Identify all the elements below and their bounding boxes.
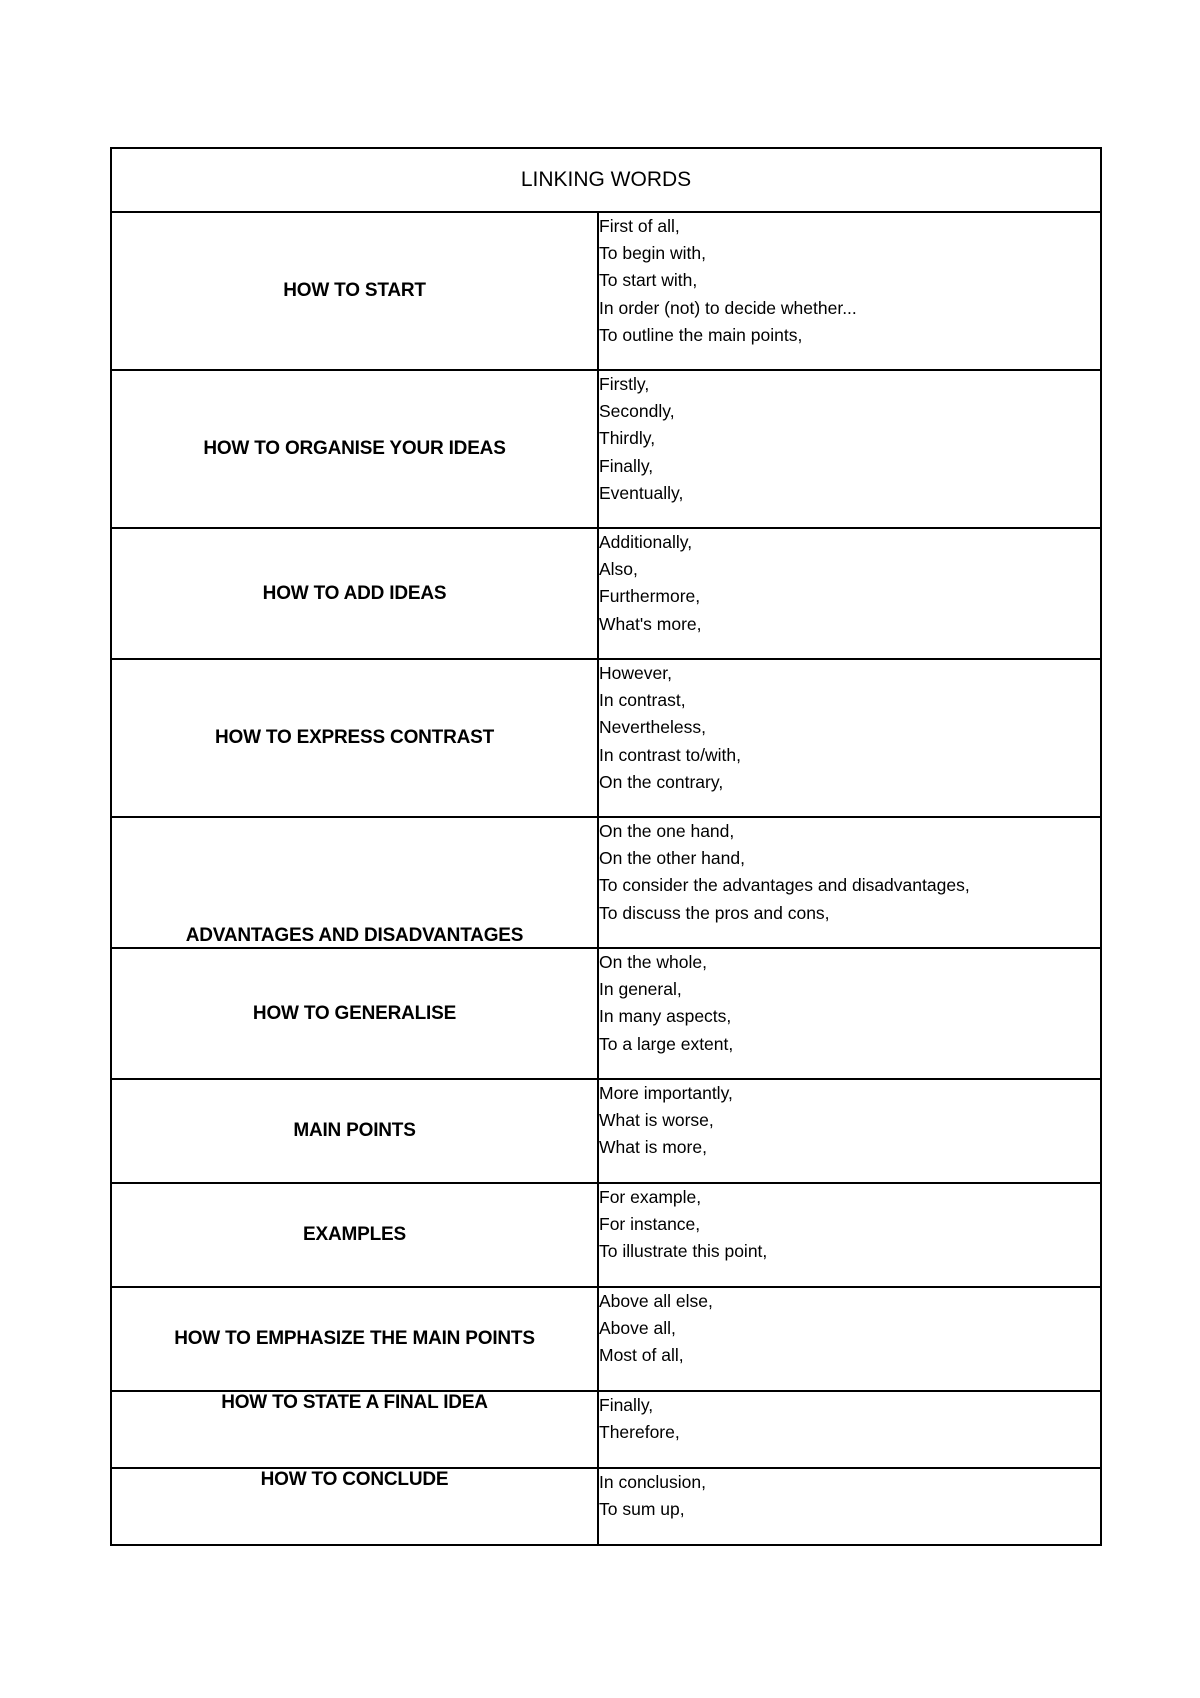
- table-row: [111, 1391, 1101, 1468]
- category-label: ADVANTAGES AND DISADVANTAGES: [111, 817, 598, 948]
- phrase-list: [598, 1468, 1101, 1545]
- phrase-item: What is worse,: [599, 1110, 714, 1131]
- phrase-list: [598, 1079, 1101, 1183]
- phrase-list: [598, 659, 1101, 817]
- phrase-item: To begin with,: [599, 243, 707, 264]
- phrase-item: On the whole,: [599, 952, 707, 972]
- phrase-item: For example,: [599, 1187, 702, 1207]
- phrase-item: To consider the advantages and disadvantages,: [599, 875, 970, 896]
- phrase-item: Secondly,: [599, 401, 675, 422]
- table-row: [111, 212, 1101, 370]
- title-row: [111, 148, 1101, 212]
- category-label: HOW TO ADD IDEAS: [111, 528, 598, 659]
- phrase-item: Furthermore,: [599, 586, 701, 607]
- phrase-item: Above all else,: [599, 1291, 713, 1311]
- phrase-list: [598, 370, 1101, 528]
- table-row: [111, 817, 1101, 948]
- phrase-item: Finally,: [599, 1395, 654, 1415]
- phrase-item: Finally,: [599, 455, 654, 476]
- phrase-item: In order (not) to decide whether...: [599, 297, 857, 318]
- phrase-item: For instance,: [599, 1214, 701, 1235]
- phrase-list: [598, 1287, 1101, 1391]
- phrase-item: Nevertheless,: [599, 717, 706, 738]
- phrase-item: To discuss the pros and cons,: [599, 902, 830, 923]
- phrase-item: In general,: [599, 979, 682, 1000]
- phrase-item: In many aspects,: [599, 1006, 732, 1027]
- category-label: HOW TO STATE A FINAL IDEA: [111, 1391, 598, 1468]
- category-label: HOW TO ORGANISE YOUR IDEAS: [111, 370, 598, 528]
- table-row: [111, 370, 1101, 528]
- phrase-item: What is more,: [599, 1137, 707, 1158]
- phrase-item: To a large extent,: [599, 1033, 734, 1054]
- phrase-item: However,: [599, 663, 672, 683]
- phrase-item: Additionally,: [599, 532, 693, 552]
- table-body: [111, 148, 1101, 1545]
- table-row: [111, 948, 1101, 1079]
- phrase-item: Thirdly,: [599, 428, 656, 449]
- phrase-item: Also,: [599, 559, 638, 580]
- phrase-list: [598, 212, 1101, 370]
- category-label: HOW TO CONCLUDE: [111, 1468, 598, 1545]
- category-label: HOW TO GENERALISE: [111, 948, 598, 1079]
- phrase-item: In contrast,: [599, 690, 686, 711]
- category-label: EXAMPLES: [111, 1183, 598, 1287]
- phrase-item: Firstly,: [599, 374, 650, 394]
- table-row: [111, 1287, 1101, 1391]
- phrase-item: On the other hand,: [599, 848, 745, 869]
- phrase-item: In conclusion,: [599, 1472, 707, 1492]
- phrase-item: Above all,: [599, 1318, 676, 1339]
- table-title: LINKING WORDS: [111, 148, 1101, 212]
- phrase-item: Therefore,: [599, 1422, 680, 1443]
- phrase-item: On the one hand,: [599, 821, 735, 841]
- phrase-item: To illustrate this point,: [599, 1241, 768, 1262]
- phrase-list: [598, 528, 1101, 659]
- phrase-list: [598, 1183, 1101, 1287]
- phrase-list: [598, 1391, 1101, 1468]
- phrase-item: More importantly,: [599, 1083, 733, 1103]
- category-label: HOW TO EMPHASIZE THE MAIN POINTS: [111, 1287, 598, 1391]
- category-label: MAIN POINTS: [111, 1079, 598, 1183]
- phrase-item: To start with,: [599, 270, 698, 291]
- phrase-item: What's more,: [599, 613, 702, 634]
- table-row: [111, 659, 1101, 817]
- phrase-item: To sum up,: [599, 1499, 685, 1520]
- phrase-item: On the contrary,: [599, 771, 724, 792]
- table-row: [111, 1468, 1101, 1545]
- table-row: [111, 528, 1101, 659]
- linking-words-table: [110, 147, 1102, 1546]
- phrase-item: Eventually,: [599, 482, 684, 503]
- phrase-list: [598, 817, 1101, 948]
- category-label: HOW TO START: [111, 212, 598, 370]
- phrase-item: Most of all,: [599, 1345, 684, 1366]
- table-row: [111, 1079, 1101, 1183]
- table-row: [111, 1183, 1101, 1287]
- phrase-item: To outline the main points,: [599, 324, 803, 345]
- phrase-list: [598, 948, 1101, 1079]
- phrase-item: First of all,: [599, 216, 680, 236]
- phrase-item: In contrast to/with,: [599, 744, 742, 765]
- category-label: HOW TO EXPRESS CONTRAST: [111, 659, 598, 817]
